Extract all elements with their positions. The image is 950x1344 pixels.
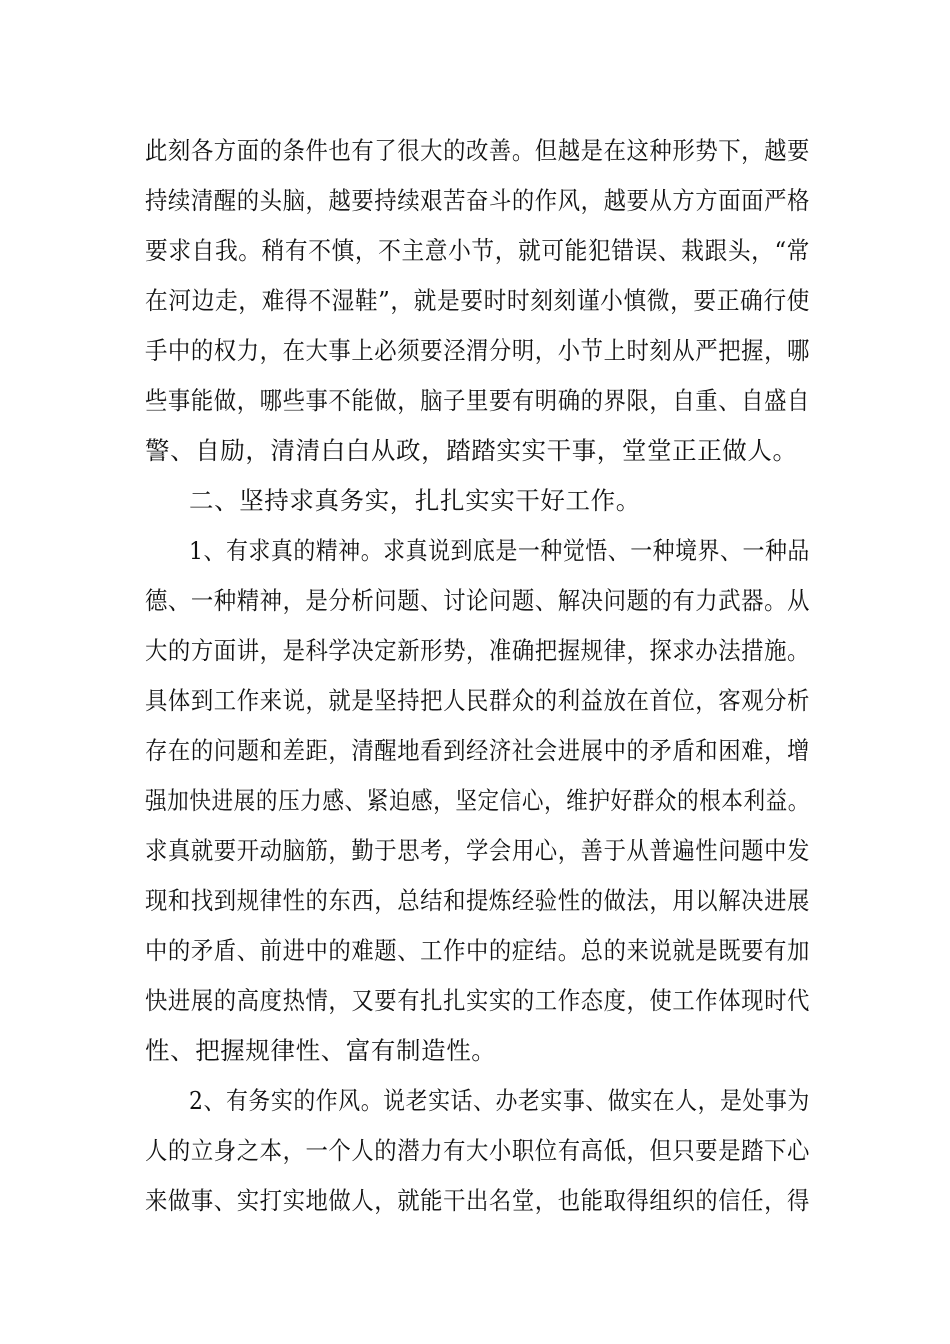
- text-line: 在河边走，难得不湿鞋”，就是要时时刻刻谨小慎微，要正确行使: [145, 286, 810, 315]
- text-line: 手中的权力，在大事上必须要泾渭分明，小节上时刻从严把握，哪: [145, 336, 810, 365]
- section-heading: 二、坚持求真务实，扎扎实实干好工作。: [189, 486, 641, 515]
- text-line: 强加快进展的压力感、紧迫感，坚定信心，维护好群众的根本利益。: [145, 786, 810, 815]
- text-line: 德、一种精神，是分析问题、讨论问题、解决问题的有力武器。从: [145, 586, 810, 615]
- paragraph-start: 2、有务实的作风。说老实话、办老实事、做实在人，是处事为: [189, 1086, 810, 1115]
- text-line: 人的立身之本，一个人的潜力有大小职位有高低，但只要是踏下心: [145, 1136, 810, 1165]
- text-line: 存在的问题和差距，清醒地看到经济社会进展中的矛盾和困难，增: [145, 736, 810, 765]
- text-line: 大的方面讲，是科学决定新形势，准确把握规律，探求办法措施。: [145, 636, 810, 665]
- text-line: 求真就要开动脑筋，勤于思考，学会用心，善于从普遍性问题中发: [145, 836, 810, 865]
- text-line: 具体到工作来说，就是坚持把人民群众的利益放在首位，客观分析: [145, 686, 810, 715]
- text-line: 要求自我。稍有不慎，不主意小节，就可能犯错误、栽跟头，“常: [145, 236, 810, 265]
- text-line: 性、把握规律性、富有制造性。: [145, 1036, 497, 1065]
- text-line: 此刻各方面的条件也有了很大的改善。但越是在这种形势下，越要: [145, 136, 810, 165]
- text-line: 中的矛盾、前进中的难题、工作中的症结。总的来说就是既要有加: [145, 936, 810, 965]
- text-line: 持续清醒的头脑，越要持续艰苦奋斗的作风，越要从方方面面严格: [145, 186, 810, 215]
- text-line: 些事能做，哪些事不能做，脑子里要有明确的界限，自重、自盛自: [145, 386, 810, 415]
- text-line: 来做事、实打实地做人，就能干出名堂，也能取得组织的信任，得: [145, 1186, 810, 1215]
- text-line: 警、自励，清清白白从政，踏踏实实干事，堂堂正正做人。: [145, 436, 798, 465]
- text-line: 快进展的高度热情，又要有扎扎实实的工作态度，使工作体现时代: [145, 986, 810, 1015]
- paragraph-start: 1、有求真的精神。求真说到底是一种觉悟、一种境界、一种品: [189, 536, 810, 565]
- text-line: 现和找到规律性的东西，总结和提炼经验性的做法，用以解决进展: [145, 886, 810, 915]
